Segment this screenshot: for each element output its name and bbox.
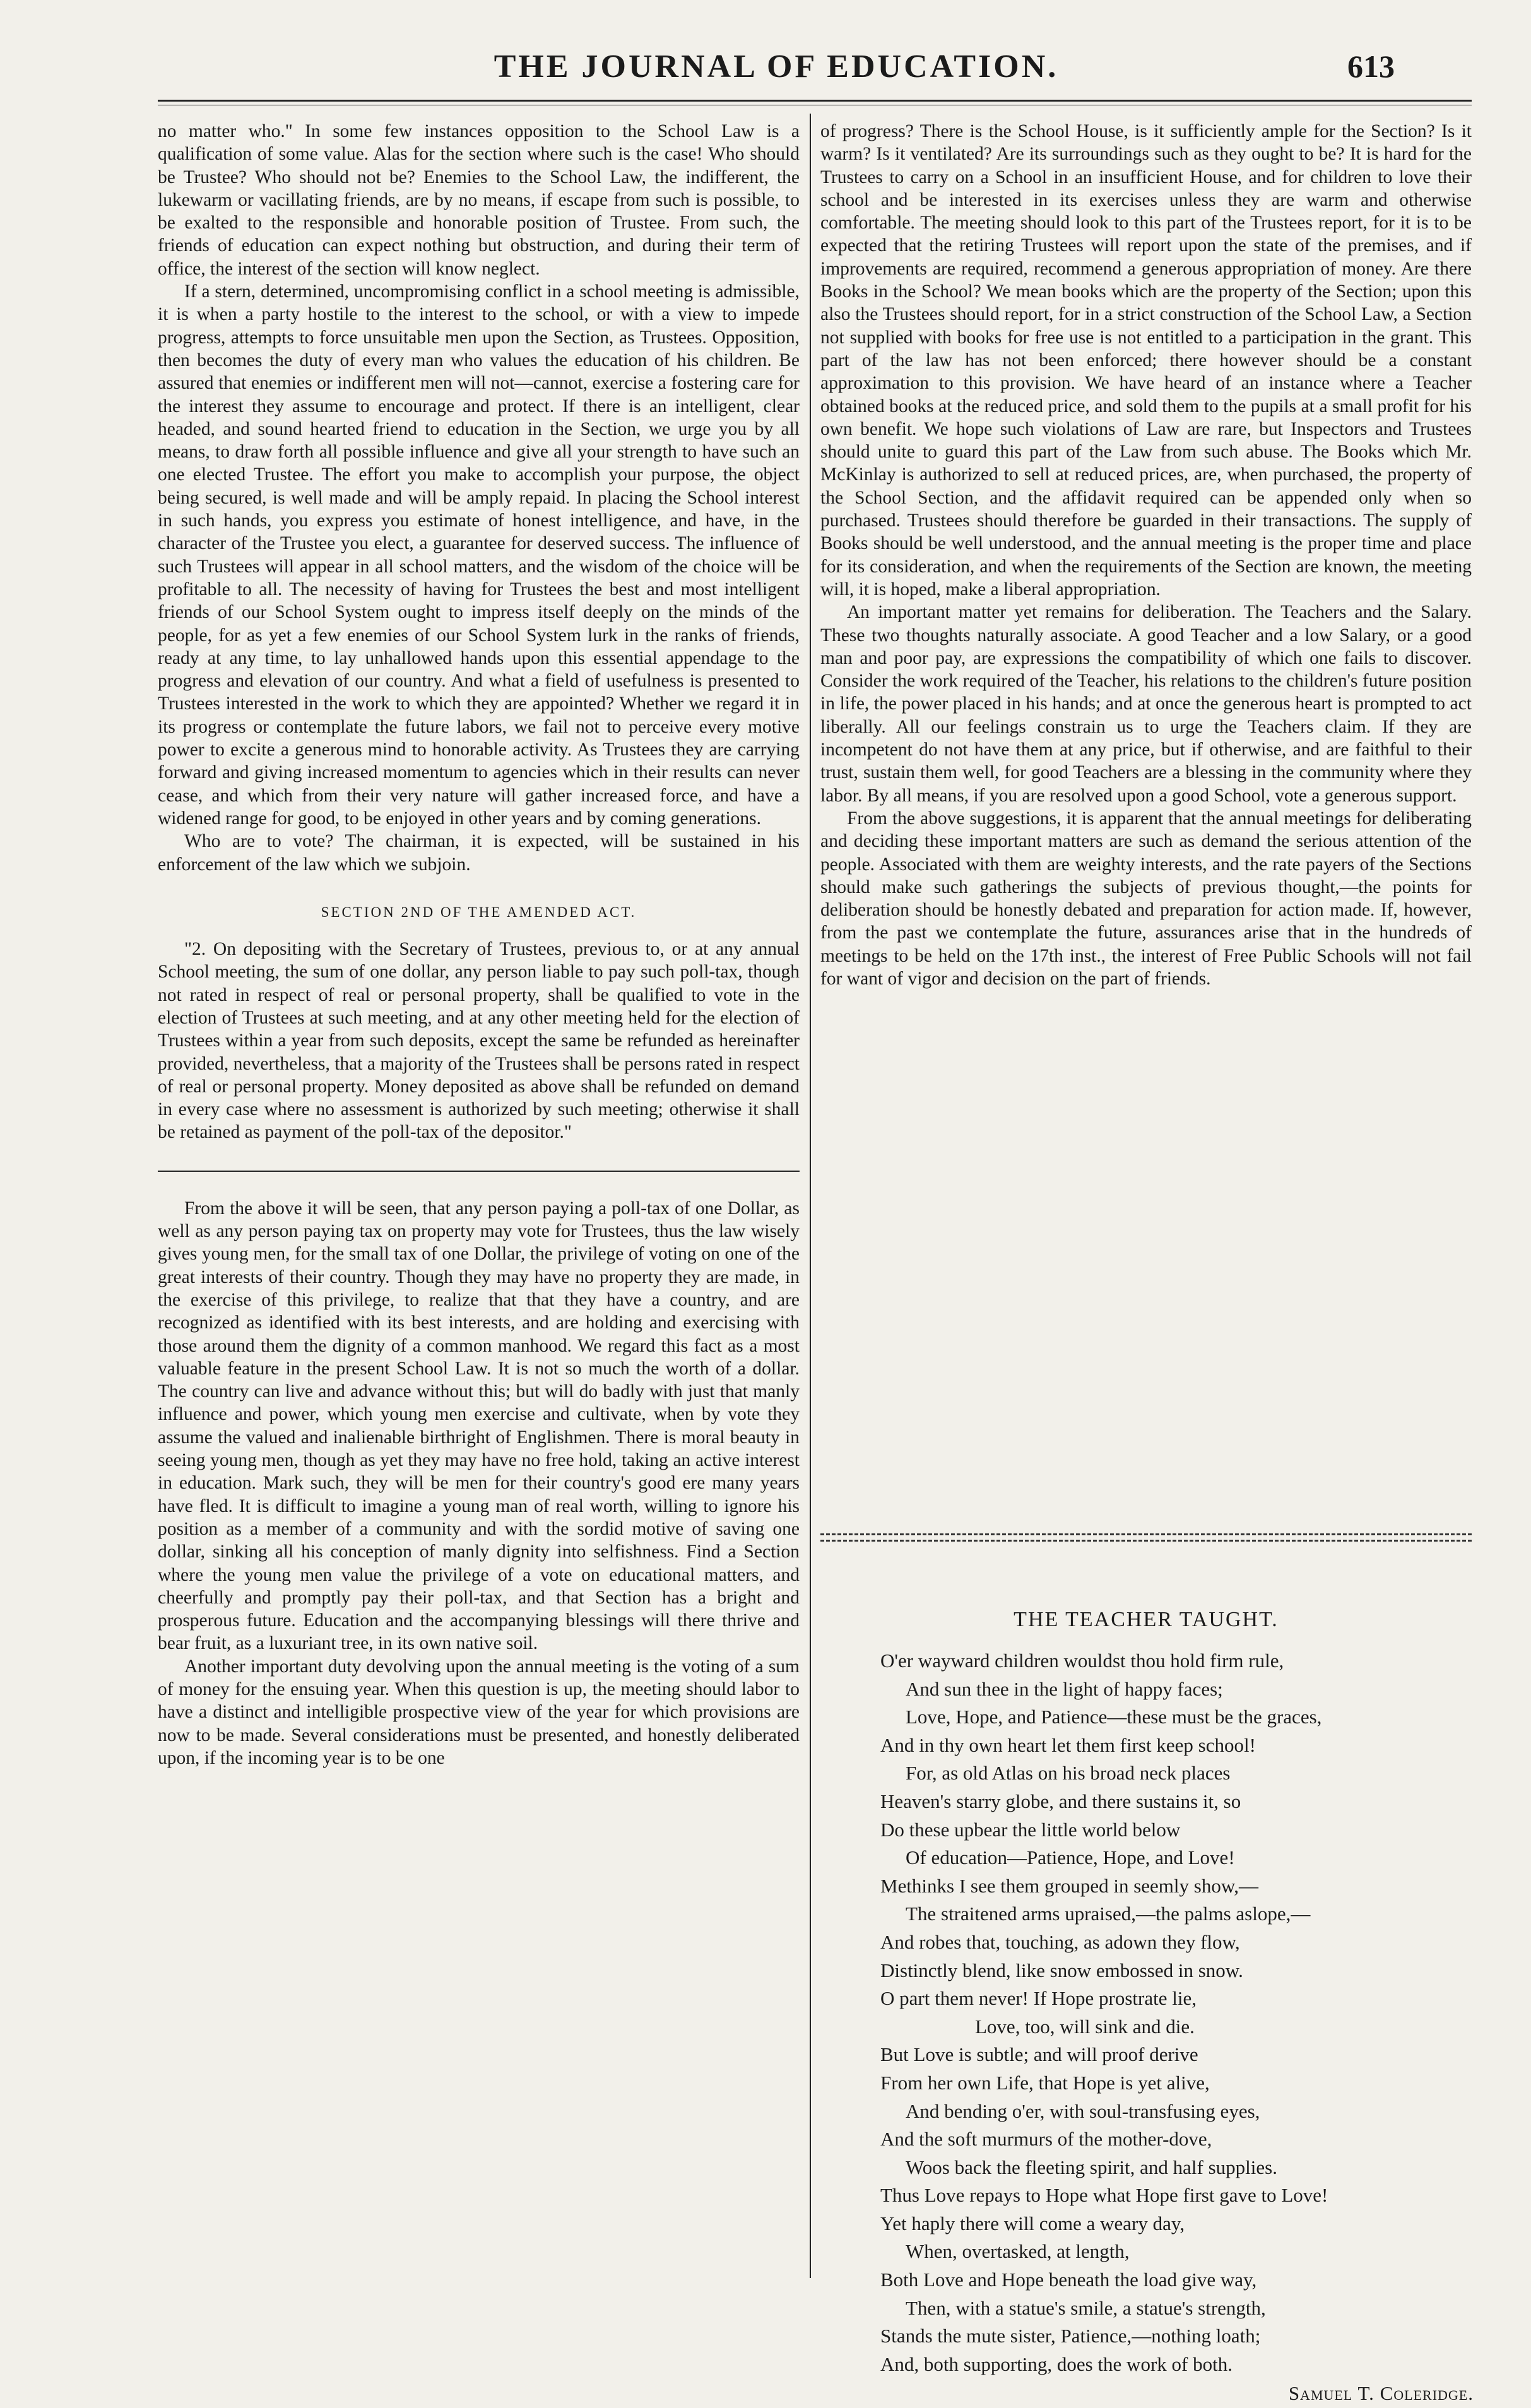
poem-line: Of education—Patience, Hope, and Love! [906, 1846, 1235, 1869]
header-rule [158, 100, 1472, 102]
paragraph: Who are to vote? The chairman, it is expected, will be sustained in his enforcement of the law which we subjoin. [158, 831, 800, 875]
paragraph: From the above suggestions, it is apparent that the annual meetings for deliberating and deciding these important matters are such as demand the serious attention of the people. Associated with them are weighty interests, and the rate payers of the Sections should make such gatherings the subjects of previous thought,—the points for deliberation should be honestly debated and preparation for action made. If, however, from the past we contemplate the future, assurances arise that in the hundreds of meetings to be held on the 17th inst., the interest of Free Public Schools will not fail for want of vigor and decision on the part of friends. [820, 808, 1472, 989]
poem [880, 1647, 1474, 2408]
poem-line: And the soft murmurs of the mother-dove, [880, 2128, 1212, 2151]
quote-end-rule [158, 1171, 800, 1172]
poem-line: The straitened arms upraised,—the palms aslope,— [906, 1903, 1311, 1925]
poem-line: Methinks I see them grouped in seemly show,— [880, 1874, 1258, 1897]
poem-line: Stands the mute sister, Patience,—nothing loath; [880, 2325, 1261, 2347]
poem-line: For, as old Atlas on his broad neck places [906, 1762, 1231, 1785]
right-column [820, 120, 1472, 990]
poem-line: O part them never! If Hope prostrate lie, [880, 1987, 1197, 2010]
poem-line: From her own Life, that Hope is yet alive, [880, 2071, 1210, 2094]
paragraph: of progress? There is the School House, is it sufficiently ample for the Section? Is it warm? Is it ventilated? Are its surroundings such as they ought to be? It is hard for the Trustees to carry on a School in an insufficient House, and for children to love their school and be interested in its exercises unless they are warm and otherwise comfortable. The meeting should look to this part of the Trustees report, for it is to be expected that the retiring Trustees will report upon the state of the premises, and if improvements are required, recommend a generous appropriation of money. Are there Books in the School? We mean books which are the property of the Section; upon this also the Trustees should report, for in a strict construction of the School Law, a Section not supplied with books for free use is not entitled to a participation in the grant. This part of the law has not been enforced; there however should be a constant approximation to this provision. We have heard of an instance where a Teacher obtained books at the reduced price, and sold them to the pupils at a small profit for his own benefit. We hope such violations of Law are rare, but Inspectors and Trustees should unite to guard this part of the Law from such abuse. The Books which Mr. McKinlay is authorized to sell at reduced prices, are, when purchased, the property of the School Section, and the affidavit required can be appended only when so purchased. Trustees should therefore be guarded in their transactions. The supply of Books should be well understood, and the annual meeting is the proper time and place for its consideration, and when the requirements of the Section are known, the meeting will, it is hoped, make a liberal appropriation. [820, 121, 1472, 599]
poem-line: Distinctly blend, like snow embossed in snow. [880, 1959, 1243, 1981]
poem-separator-rule [820, 1533, 1472, 1535]
poem-line: O'er wayward children wouldst thou hold firm rule, [880, 1650, 1284, 1672]
section-heading: SECTION 2ND OF THE AMENDED ACT. [321, 904, 637, 920]
poem-line: And, both supporting, does the work of both. [880, 2352, 1232, 2375]
poem-line: Both Love and Hope beneath the load give way, [880, 2269, 1257, 2291]
poem-line: Heaven's starry globe, and there sustains it, so [880, 1790, 1241, 1812]
paragraph: If a stern, determined, uncompromising conflict in a school meeting is admissible, it is when a party hostile to the interest to the school, or with a view to impede progress, attempts to force unsuitable men upon the Section, as Trustees. Opposition, then becomes the duty of every man who values the education of his children. Be assured that enemies or indifferent men will not—cannot, exercise a fostering care for the interest they assume to encourage and protect. If there is an intelligent, clear headed, and sound hearted friend to education in the Section, we urge you by all means, to draw forth all possible influence and give all your strength to have such an one elected Trustee. The effort you make to accomplish your purpose, the object being secured, is well made and will be amply repaid. In placing the School interest in such hands, you express you estimate of honest intelligence, and have, in the character of the Trustee you elect, a guarantee for deserved success. The influence of such Trustees will appear in all school matters, and the wisdom of the choice will be profitable to all. The necessity of having for Trustees the best and most intelligent friends of our School System ought to impress itself deeply on the minds of the people, for as yet a few enemies of our School System lurk in the ranks of friends, ready at any time, to lay unhallowed hands upon this essential appendage to the progress and elevation of our country. And what a field of usefulness is presented to Trustees interested in the work to which they are appointed? Whether we regard it in its progress or contemplate the future labors, we fail not to perceive every motive power to excite a generous mind to honorable activity. As Trustees they are carrying forward and giving increased momentum to agencies which in their results can never cease, and which from their very nature will gather increased force, and have a widened range for good, to be enjoyed in other years and by coming generations. [158, 281, 800, 829]
poem-line: And bending o'er, with soul-transfusing eyes, [906, 2099, 1260, 2122]
poem-line: But Love is subtle; and will proof derive [880, 2043, 1198, 2066]
journal-title: THE JOURNAL OF EDUCATION. [494, 49, 1059, 85]
poem-author: Samuel T. Coleridge. [1288, 2382, 1474, 2405]
paragraph: From the above it will be seen, that any person paying a poll-tax of one Dollar, as well as any person paying tax on property may vote for Trustees, thus the law wisely gives young men, for the small tax of one Dollar, the privilege of voting on one of the great interests of their country. Though they may have no property they are made, in the exercise of this privilege, to realize that that they have a country, and are recognized as identified with its best interests, and are holding and exercising with those around them the dignity of a common manhood. We regard this fact as a most valuable feature in the present School Law. It is not so much the worth of a dollar. The country can live and advance without this; but will do badly with just that manly influence and power, which young men exercise and cultivate, when by vote they assume the valued and inalienable birthright of Englishmen. There is moral beauty in seeing young men, though as yet they may have no free hold, taking an active interest in education. Mark such, they will be men for their country's good ere many years have fled. It is difficult to imagine a young man of real worth, willing to ignore his position as a member of a community and with the sordid motive of saving one dollar, sinking all his conception of manly dignity into selfishness. Find a Section where the young men value the privilege of a vote on educational matters, and cheerfully and promptly pay their poll-tax, and that Section has a bright and prosperous future. Education and the accompanying blessings will there thrive and bear fruit, as a luxuriant tree, in its own native soil. [158, 1198, 800, 1654]
poem-separator-rule [820, 1540, 1472, 1542]
poem-line: Yet haply there will come a weary day, [880, 2212, 1185, 2234]
paragraph: Another important duty devolving upon the annual meeting is the voting of a sum of money for the ensuing year. When this question is up, the meeting should labor to have a distinct and intelligible prospective view of the year for which provisions are now to be made. Several considerations must be presented, and honestly deliberated upon, if the incoming year is to be one [158, 1656, 800, 1768]
poem-line: Love, Hope, and Patience—these must be the graces, [906, 1706, 1322, 1728]
paragraph: no matter who." In some few instances opposition to the School Law is a qualification of some value. Alas for the section where such is the case! Who should be Trustee? Who should not be? Enemies to the School Law, the indifferent, the lukewarm or vacillating friends, are by no means, if escape from such is possible, to be exalted to the responsible and honorable position of Trustee. From such, the friends of education can expect nothing but obstruction, and during their term of office, the interest of the section will know neglect. [158, 121, 800, 279]
quoted-act [158, 938, 800, 1144]
left-column [158, 120, 800, 1769]
running-header [158, 45, 1395, 96]
poem-line: When, overtasked, at length, [906, 2240, 1130, 2263]
poem-line: Then, with a statue's smile, a statue's strength, [906, 2296, 1266, 2319]
poem-title: THE TEACHER TAUGHT. [1014, 1608, 1279, 1631]
poem-line: Woos back the fleeting spirit, and half supplies. [906, 2156, 1277, 2178]
poem-line: And sun thee in the light of happy faces; [906, 1677, 1223, 1700]
poem-line: Thus Love repays to Hope what Hope first gave to Love! [880, 2184, 1328, 2207]
page-number: 613 [1347, 49, 1395, 84]
column-divider [810, 114, 811, 2278]
poem-line: And robes that, touching, as adown they flow, [880, 1930, 1240, 1953]
poem-line: Do these upbear the little world below [880, 1818, 1181, 1841]
poem-line: And in thy own heart let them first keep school! [880, 1733, 1256, 1756]
poem-line: Love, too, will sink and die. [975, 2015, 1195, 2038]
paragraph: An important matter yet remains for deliberation. The Teachers and the Salary. These two thoughts naturally associate. A good Teacher and a low Salary, or a good man and poor pay, are expressions the compatibility of which one fails to discover. Consider the work required of the Teacher, his relations to the children's future position in life, the power placed in his hands; and at once the generous heart is prompted to act liberally. All our feelings constrain us to urge the Teachers claim. If they are incompetent do not have them at any price, but if otherwise, and are faithful to their trust, sustain them well, for good Teachers are a blessing in the community where they labor. By all means, if you are resolved upon a good School, vote a generous support. [820, 602, 1472, 806]
quote-paragraph: "2. On depositing with the Secretary of Trustees, previous to, or at any annual School meeting, the sum of one dollar, any person liable to pay such poll-tax, though not rated in respect of real or personal property, shall be qualified to vote in the election of Trustees at such meeting, and at any other meeting held for the election of Trustees within a year from such deposits, except the same be refunded as hereinafter provided, nevertheless, that a majority of the Trustees shall be persons rated in respect of real or personal property. Money deposited as above shall be refunded on demand in every case where no assessment is authorized by such meeting; otherwise it shall be retained as payment of the poll-tax of the depositor." [158, 939, 800, 1143]
